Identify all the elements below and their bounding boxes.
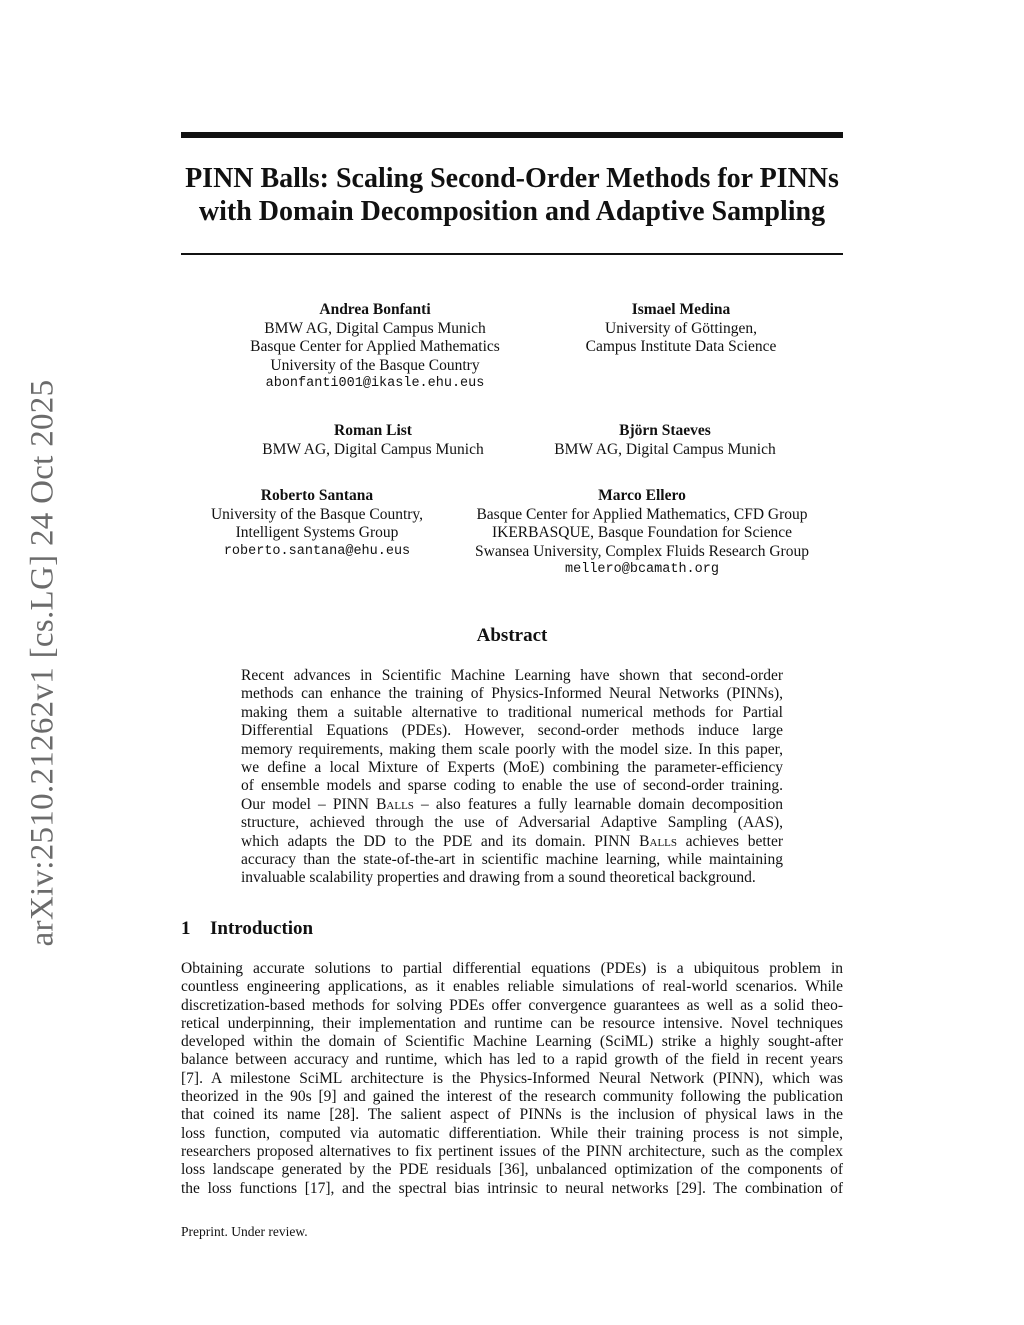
author-affiliation: Basque Center for Applied Mathematics, CFD Group xyxy=(476,505,808,523)
intro-line: retical underpinning, their implementation and runtime can be resource intensive. Novel techniques xyxy=(181,1014,843,1032)
author-email: roberto.santana@ehu.eus xyxy=(223,543,411,559)
abstract-line: which adapts the DD to the PDE and its domain. PINN Balls achieves better xyxy=(241,832,784,850)
section-title: Introduction xyxy=(210,918,314,939)
abstract-line: Differential Equations (PDEs). However, second-order methods induce large xyxy=(241,722,783,740)
section-number: 1 xyxy=(181,918,191,939)
author-affiliation: University of the Basque Country xyxy=(270,356,480,374)
abstract-heading: Abstract xyxy=(476,625,548,646)
abstract-line: structure, achieved through the use of Adversarial Adaptive Sampling (AAS), xyxy=(241,814,783,832)
intro-line: [7]. A milestone SciML architecture is the Physics-Informed Neural Network (PINN), which was xyxy=(181,1069,843,1087)
abstract-line: Our model – PINN Balls – also features a fully learnable domain decomposition xyxy=(241,795,783,813)
intro-line: researchers proposed alternatives to fix pertinent issues of the PINN architecture, such as the complex xyxy=(181,1142,843,1160)
author-affiliation: University of the Basque Country, xyxy=(210,505,424,523)
author-block xyxy=(219,422,527,459)
author-block xyxy=(536,422,794,459)
intro-line: discretization-based methods for solving PDEs offer convergence guarantees as well as a solid theo- xyxy=(181,996,843,1014)
author-name: Roman List xyxy=(334,422,412,439)
author-affiliation: University of Göttingen, xyxy=(605,319,757,337)
abstract-line: Recent advances in Scientific Machine Learning have shown that second-order xyxy=(241,667,783,684)
abstract-line: making them a suitable alternative to traditional numerical methods for Partial xyxy=(241,703,783,721)
title-line-2: with Domain Decomposition and Adaptive Sampling xyxy=(198,196,826,227)
author-name: Ismael Medina xyxy=(631,301,731,318)
author-affiliation: BMW AG, Digital Campus Munich xyxy=(554,440,776,458)
title-bottom-rule xyxy=(181,253,843,255)
intro-line: that coined its name [28]. The salient aspect of PINNs is the inclusion of physical laws in the xyxy=(181,1106,843,1124)
author-name: Andrea Bonfanti xyxy=(319,301,431,318)
author-affiliation: Basque Center for Applied Mathematics xyxy=(250,338,500,355)
author-name: Marco Ellero xyxy=(598,487,686,504)
author-block xyxy=(191,487,443,561)
intro-line: loss function, computed via automatic differentiation. While their training process is not simple, xyxy=(181,1124,843,1142)
introduction-body xyxy=(181,960,843,1198)
author-block xyxy=(452,487,832,580)
author-block xyxy=(221,301,529,394)
footer-note: Preprint. Under review. xyxy=(181,1224,308,1239)
abstract-line: invaluable scalability properties and drawing from a sound theoretical background. xyxy=(241,869,756,887)
author-block xyxy=(551,301,811,357)
paper-title xyxy=(170,162,854,228)
author-affiliation: IKERBASQUE, Basque Foundation for Science xyxy=(491,524,793,541)
section-heading xyxy=(181,917,313,941)
author-name: Björn Staeves xyxy=(619,422,711,439)
arxiv-id-text: arXiv:2510.21262v1 [cs.LG] 24 Oct 2025 xyxy=(24,379,61,947)
intro-line: countless engineering applications, as it enables reliable simulations of real-world scenarios. While xyxy=(181,978,843,996)
author-name: Roberto Santana xyxy=(260,487,374,504)
title-top-rule xyxy=(181,132,843,138)
author-affiliation: BMW AG, Digital Campus Munich xyxy=(264,319,486,337)
author-email: abonfanti001@ikasle.ehu.eus xyxy=(265,376,485,391)
author-affiliation: Campus Institute Data Science xyxy=(585,338,777,355)
author-affiliation: Intelligent Systems Group xyxy=(235,524,399,541)
author-email: mellero@bcamath.org xyxy=(565,562,719,577)
intro-line: loss landscape generated by the PDE residuals [36], unbalanced optimization of the components of xyxy=(181,1161,843,1179)
intro-line: the loss functions [17], and the spectral bias intrinsic to neural networks [29]. The combination of xyxy=(181,1179,843,1197)
intro-line: balance between accuracy and runtime, which has led to a rapid growth of the field in recent years xyxy=(181,1051,843,1069)
abstract-line: memory requirements, making them scale poorly with the model size. In this paper, xyxy=(241,740,783,758)
author-affiliation: Swansea University, Complex Fluids Research Group xyxy=(475,542,809,560)
abstract-body xyxy=(241,667,783,888)
abstract-line: accuracy than the state-of-the-art in scientific machine learning, while maintaining xyxy=(241,851,783,869)
abstract-line: methods can enhance the training of Physics-Informed Neural Networks (PINNs), xyxy=(241,685,783,703)
intro-line: Obtaining accurate solutions to partial differential equations (PDEs) is a ubiquitous problem in xyxy=(181,960,843,977)
title-line-1: PINN Balls: Scaling Second-Order Methods for PINNs xyxy=(185,163,839,194)
intro-line: developed within the domain of Scientific Machine Learning (SciML) strike a highly sought-after xyxy=(181,1033,843,1051)
intro-line: theorized in the 90s [9] and gained the interest of the research community following the publication xyxy=(181,1088,843,1106)
abstract-line: of ensemble models and sparse coding to enable the use of second-order training. xyxy=(241,777,783,795)
abstract-line: we define a local Mixture of Experts (MoE) combining the parameter-efficiency xyxy=(241,759,783,777)
author-affiliation: BMW AG, Digital Campus Munich xyxy=(262,440,484,458)
